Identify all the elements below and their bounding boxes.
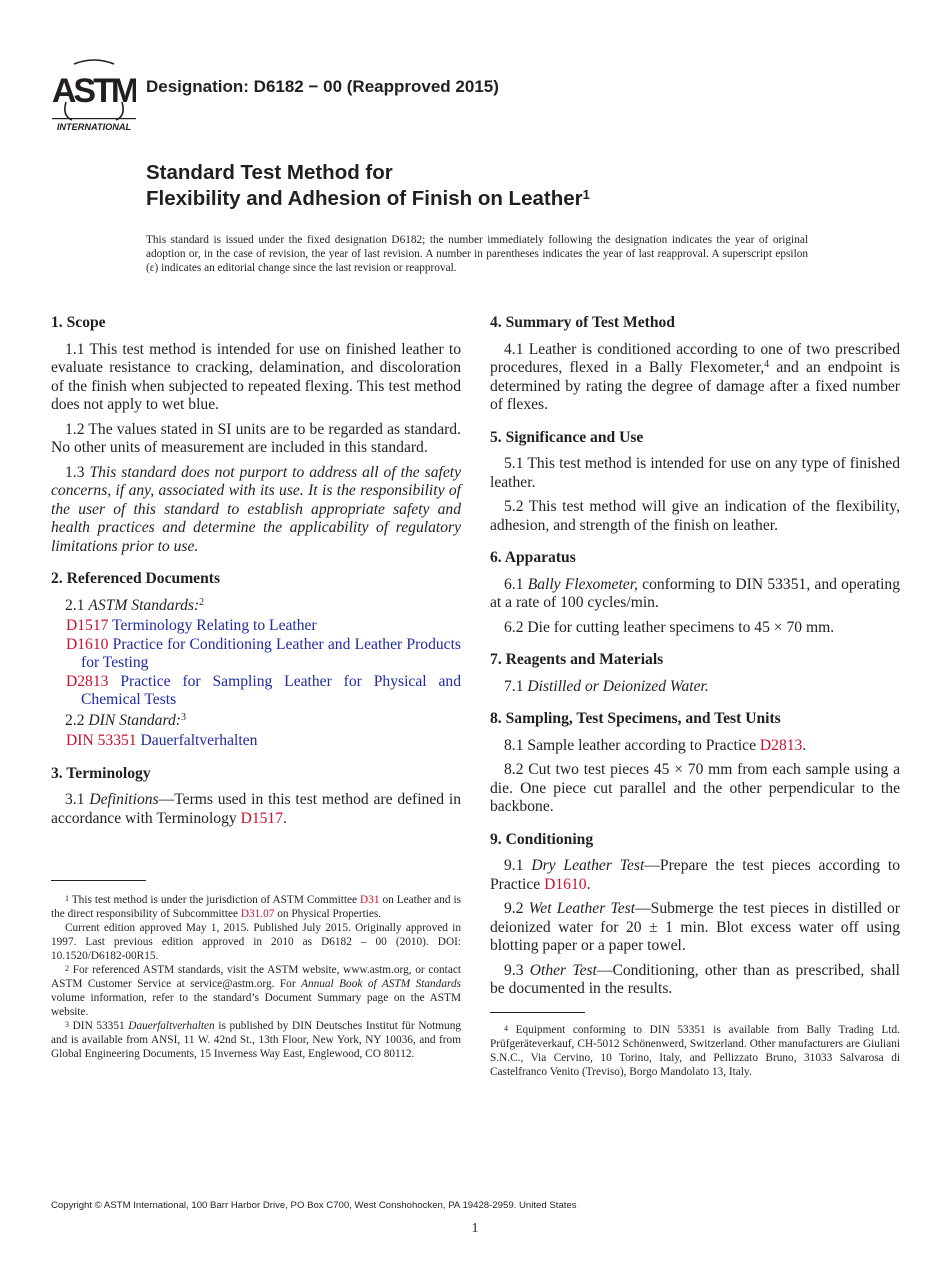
reference-code[interactable]: D1610 — [66, 635, 109, 653]
page-number: 1 — [471, 1221, 479, 1236]
para-term: Bally Flexometer, — [527, 575, 638, 593]
reference-d1610[interactable] — [51, 636, 461, 673]
paragraph-9-1 — [490, 857, 900, 894]
section-heading: 6. Apparatus — [490, 549, 576, 566]
subcommittee-link[interactable]: D31.07 — [240, 908, 275, 920]
section-sampling — [490, 710, 900, 817]
reference-link-d2813[interactable]: D2813 — [759, 736, 803, 754]
para-text: —Prepare the test pieces according to Practice — [490, 857, 900, 893]
para-term: Distilled or Deionized Water. — [527, 677, 709, 695]
footnote-text: is published by DIN Deutsches Institut für Notmung and is available from ANSI, 11 W. 42nd St., 13th Floor, New York, NY 10036, and from Global Engineering Documents, 15 Inverness Way East, Englewood, CO 80112. — [51, 1020, 461, 1060]
reference-title[interactable]: Practice for Sampling Leather for Physical and Chemical Tests — [81, 672, 461, 708]
para-text: conforming to DIN 53351, and operating at a rate of 100 cycles/min. — [490, 575, 901, 611]
section-summary — [490, 314, 900, 415]
reference-code[interactable]: D2813 — [66, 672, 109, 690]
para-italic-text: This standard does not purport to address all of the safety concerns, if any, associated with its use. It is the responsibility of the user of this standard to establish appropriate safety and health practices and determine the applicability of regulatory limitations prior to use. — [51, 463, 461, 555]
section-apparatus — [490, 549, 900, 637]
para-end: . — [802, 736, 807, 754]
paragraph-5-2: 5.2 This test method will give an indication of the flexibility, adhesion, and strength of the finish on leather. — [490, 498, 900, 534]
footnote-1 — [51, 893, 461, 921]
footnote-mark: 4 — [764, 359, 770, 370]
reference-title[interactable]: Dauerfaltverhalten — [136, 732, 258, 749]
paragraph-4-1 — [490, 341, 900, 415]
para-number: 7.1 — [504, 677, 528, 695]
paragraph-6-1 — [490, 576, 900, 613]
footnote-italic: Dauerfaltverhalten — [128, 1020, 215, 1032]
footnote-text: For referenced ASTM standards, visit the ASTM website, www.astm.org, or contact ASTM Customer Service at service@astm.org. For — [51, 964, 461, 990]
reference-d1517[interactable] — [51, 617, 461, 636]
designation: Designation: D6182 − 00 (Reapproved 2015) — [146, 77, 499, 96]
paragraph-9-2 — [490, 900, 900, 956]
paragraph-8-1 — [490, 737, 900, 756]
section-heading: 4. Summary of Test Method — [490, 314, 675, 331]
footnote-text: on Physical Properties. — [274, 908, 382, 920]
reference-title[interactable]: Practice for Conditioning Leather and Leather Products for Testing — [81, 635, 461, 671]
section-heading: 9. Conditioning — [490, 830, 594, 848]
footnote-1-edition: Current edition approved May 1, 2015. Published July 2015. Originally approved in 1997. Last previous edition approved in 2010 as D6182 – 00 (2010). DOI: 10.1520/D6182-00R15. — [51, 922, 461, 962]
reference-code[interactable]: DIN 53351 — [66, 732, 137, 749]
section-heading: 5. Significance and Use — [490, 428, 644, 446]
para-number: 9.3 — [504, 961, 530, 979]
para-text: —Conditioning, other than as prescribed, shall be documented in the results. — [490, 961, 900, 997]
right-column — [490, 314, 900, 1013]
footnote-rule-left — [51, 880, 146, 881]
para-text: and an endpoint is determined by rating the degree of damage after a fixed number of flexes. — [490, 359, 900, 413]
paragraph-9-3 — [490, 962, 900, 999]
section-terminology — [51, 765, 461, 829]
section-heading: 1. Scope — [51, 314, 106, 331]
paragraph-1-3 — [51, 464, 461, 557]
footnote-number: 1 — [65, 894, 69, 903]
section-scope — [51, 314, 461, 556]
section-referenced-documents — [51, 570, 461, 751]
footnote-4 — [490, 1023, 900, 1079]
document-title — [146, 160, 590, 212]
footnote-number: 4 — [504, 1024, 508, 1033]
paragraph-1-1: 1.1 This test method is intended for use on finished leather to evaluate resistance to cracking, delamination, and discoloration of the finish when subjected to repeated flexing. This test method does not apply to wet blue. — [51, 340, 461, 413]
paragraph-1-2: 1.2 The values stated in SI units are to be regarded as standard. No other units of measurement are included in this standard. — [51, 420, 461, 456]
para-number: 2.2 — [65, 711, 89, 729]
paragraph-2-2 — [51, 712, 461, 731]
footnotes-left — [51, 893, 461, 1061]
title-footnote-mark: 1 — [582, 187, 590, 202]
reference-link-d1610[interactable]: D1610 — [544, 875, 587, 893]
footnote-text: DIN 53351 — [69, 1020, 129, 1032]
para-number: 6.1 — [504, 575, 528, 593]
footnote-mark: 2 — [199, 596, 205, 608]
reference-code[interactable]: D1517 — [66, 617, 109, 634]
logo-letters: ASTM — [52, 72, 136, 110]
section-conditioning — [490, 831, 900, 999]
para-term: Other Test — [529, 961, 597, 979]
reference-title[interactable]: Terminology Relating to Leather — [108, 617, 317, 634]
para-term: Wet Leather Test — [528, 900, 636, 917]
section-heading: 7. Reagents and Materials — [490, 651, 664, 668]
footnote-number: 2 — [65, 964, 69, 973]
section-reagents — [490, 651, 900, 696]
title-line-1: Standard Test Method for — [146, 161, 393, 184]
astm-logo-graphic — [52, 58, 136, 132]
footnote-mark: 3 — [180, 711, 186, 723]
para-label: DIN Standard: — [88, 711, 181, 729]
footnote-italic: Annual Book of ASTM Standards — [301, 978, 461, 990]
para-end: . — [586, 875, 591, 893]
reference-din-53351[interactable] — [51, 732, 461, 751]
para-number: 3.1 — [65, 791, 90, 808]
footnote-rule-right — [490, 1012, 585, 1013]
para-text: 8.1 Sample leather according to Practice — [504, 736, 760, 754]
footnote-text: on Leather and is the direct responsibility of Subcommittee — [51, 894, 461, 920]
left-column — [51, 314, 461, 842]
para-number: 1.3 — [65, 463, 90, 481]
title-line-2 — [146, 186, 590, 212]
para-label: ASTM Standards: — [88, 596, 200, 614]
footnote-2 — [51, 963, 461, 1019]
footnote-text: This test method is under the jurisdiction of ASTM Committee — [69, 894, 361, 906]
footnote-number: 3 — [65, 1020, 69, 1029]
paragraph-8-2: 8.2 Cut two test pieces 45 × 70 mm from each sample using a die. One piece cut parallel and the other perpendicular to the backbone. — [490, 761, 900, 815]
issue-note: This standard is issued under the fixed designation D6182; the number immediately following the designation indicates the year of original adoption or, in the case of revision, the year of last revision. A number in parentheses indicates the year of last reapproval. A superscript epsilon (ε) indicates an editorial change since the last revision or reapproval. — [146, 234, 808, 274]
para-number: 9.1 — [504, 857, 532, 874]
paragraph-2-1 — [51, 597, 461, 616]
footnote-text: volume information, refer to the standard’s Document Summary page on the ASTM website. — [51, 992, 461, 1018]
footnote-text: Equipment conforming to DIN 53351 is available from Bally Trading Ltd. Prüfgeräteverkauf, CH-5012 Schönenwerd, Switzerland. Other manufacturers are Giuliani S.N.C., Via Cervino, 10 Torino, Italy, and Pellizzato Bruno, 31033 Salvarosa di Castelfranco Venito (Treviso), Borgo Mandolato 13, Italy. — [490, 1024, 900, 1078]
copyright-notice: Copyright © ASTM International, 100 Barr Harbor Drive, PO Box C700, West Conshohocken, PA 19428-2959. United States — [51, 1200, 577, 1211]
para-term: Definitions — [89, 791, 159, 808]
para-end: . — [283, 809, 287, 827]
section-heading: 8. Sampling, Test Specimens, and Test Units — [490, 710, 781, 727]
paragraph-5-1: 5.1 This test method is intended for use on any type of finished leather. — [490, 455, 900, 491]
reference-d2813[interactable] — [51, 673, 461, 710]
para-text: —Terms used in this test method are defined in accordance with Terminology — [51, 791, 462, 827]
footnote-3 — [51, 1019, 461, 1061]
logo-subtext: INTERNATIONAL — [56, 122, 132, 132]
section-significance — [490, 429, 900, 536]
astm-logo — [52, 58, 136, 132]
para-text: —Submerge the test pieces in distilled or deionized water for 20 ± 1 min. Blot excess water off using blotting paper or a paper towel. — [490, 900, 900, 954]
section-heading: 3. Terminology — [51, 764, 151, 782]
section-heading: 2. Referenced Documents — [51, 570, 221, 587]
para-term: Dry Leather Test — [531, 857, 645, 874]
para-number: 9.2 — [504, 900, 529, 917]
committee-link[interactable]: D31 — [360, 894, 380, 906]
title-line-2-text: Flexibility and Adhesion of Finish on Leather — [146, 187, 583, 210]
reference-link-d1517[interactable]: D1517 — [240, 809, 284, 827]
paragraph-7-1 — [490, 678, 900, 697]
para-number: 2.1 — [65, 596, 89, 614]
paragraph-6-2: 6.2 Die for cutting leather specimens to 45 × 70 mm. — [504, 618, 835, 636]
footnotes-right — [490, 1023, 900, 1079]
paragraph-3-1 — [51, 791, 461, 828]
para-text: 4.1 Leather is conditioned according to one of two prescribed procedures, flexed in a Bally Flexometer, — [490, 340, 900, 376]
